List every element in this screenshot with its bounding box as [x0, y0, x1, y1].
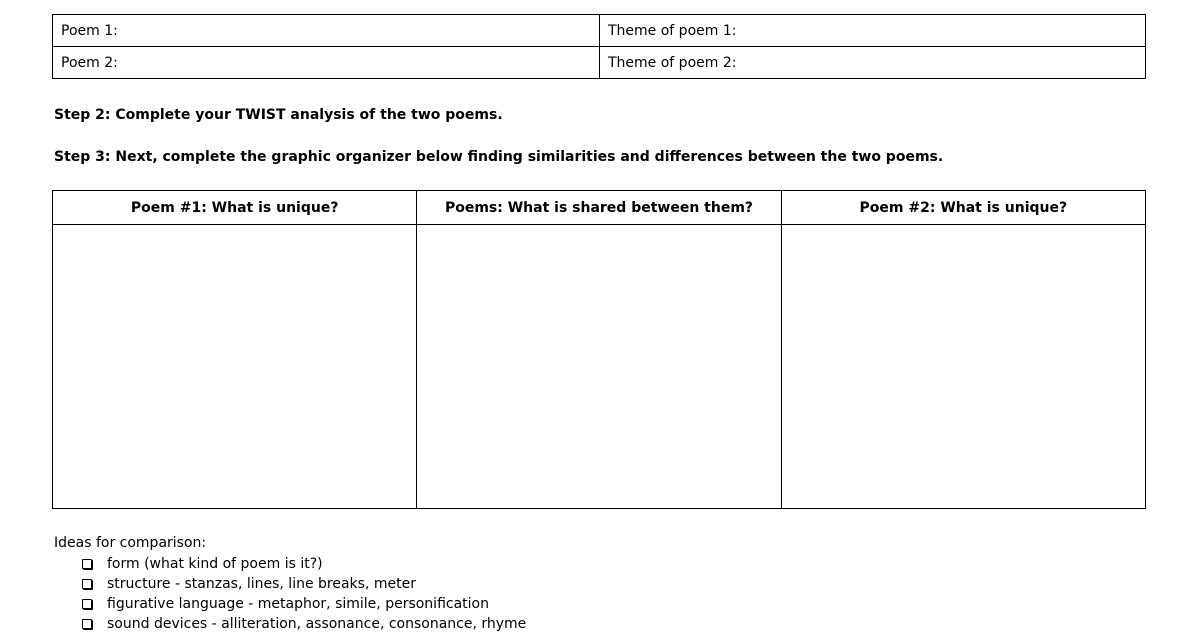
list-item	[82, 574, 526, 594]
poem-1-unique-cell[interactable]	[53, 225, 417, 509]
idea-text: structure - stanzas, lines, line breaks, meter	[107, 576, 416, 592]
shared-header: Poems: What is shared between them?	[417, 191, 781, 225]
ideas-list	[82, 554, 526, 634]
checkbox-bullet-icon	[82, 579, 92, 589]
poem-1-cell[interactable]: Poem 1:	[53, 15, 600, 47]
theme-2-cell[interactable]: Theme of poem 2:	[600, 47, 1146, 79]
list-item	[82, 594, 526, 614]
step-3-instruction: Step 3: Next, complete the graphic organizer below finding similarities and differences between the two poems.	[54, 149, 944, 165]
ideas-title: Ideas for comparison:	[54, 535, 207, 551]
idea-text: form (what kind of poem is it?)	[107, 556, 323, 572]
checkbox-bullet-icon	[82, 559, 92, 569]
poem-2-unique-header: Poem #2: What is unique?	[781, 191, 1145, 225]
idea-text: sound devices - alliteration, assonance, consonance, rhyme	[107, 616, 527, 632]
poem-2-cell[interactable]: Poem 2:	[53, 47, 600, 79]
checkbox-bullet-icon	[82, 599, 92, 609]
idea-text: figurative language - metaphor, simile, personification	[107, 596, 489, 612]
poem-1-unique-header: Poem #1: What is unique?	[53, 191, 417, 225]
organizer-header-row	[53, 191, 1146, 225]
poem-2-row	[53, 47, 1146, 79]
list-item	[82, 554, 526, 574]
poem-1-row	[53, 15, 1146, 47]
step-2-instruction: Step 2: Complete your TWIST analysis of the two poems.	[54, 107, 503, 123]
poem-2-unique-cell[interactable]	[781, 225, 1145, 509]
list-item	[82, 614, 526, 634]
shared-cell[interactable]	[417, 225, 781, 509]
graphic-organizer	[52, 190, 1146, 509]
poem-theme-table	[52, 14, 1146, 79]
checkbox-bullet-icon	[82, 619, 92, 629]
organizer-body-row	[53, 225, 1146, 509]
theme-1-cell[interactable]: Theme of poem 1:	[600, 15, 1146, 47]
